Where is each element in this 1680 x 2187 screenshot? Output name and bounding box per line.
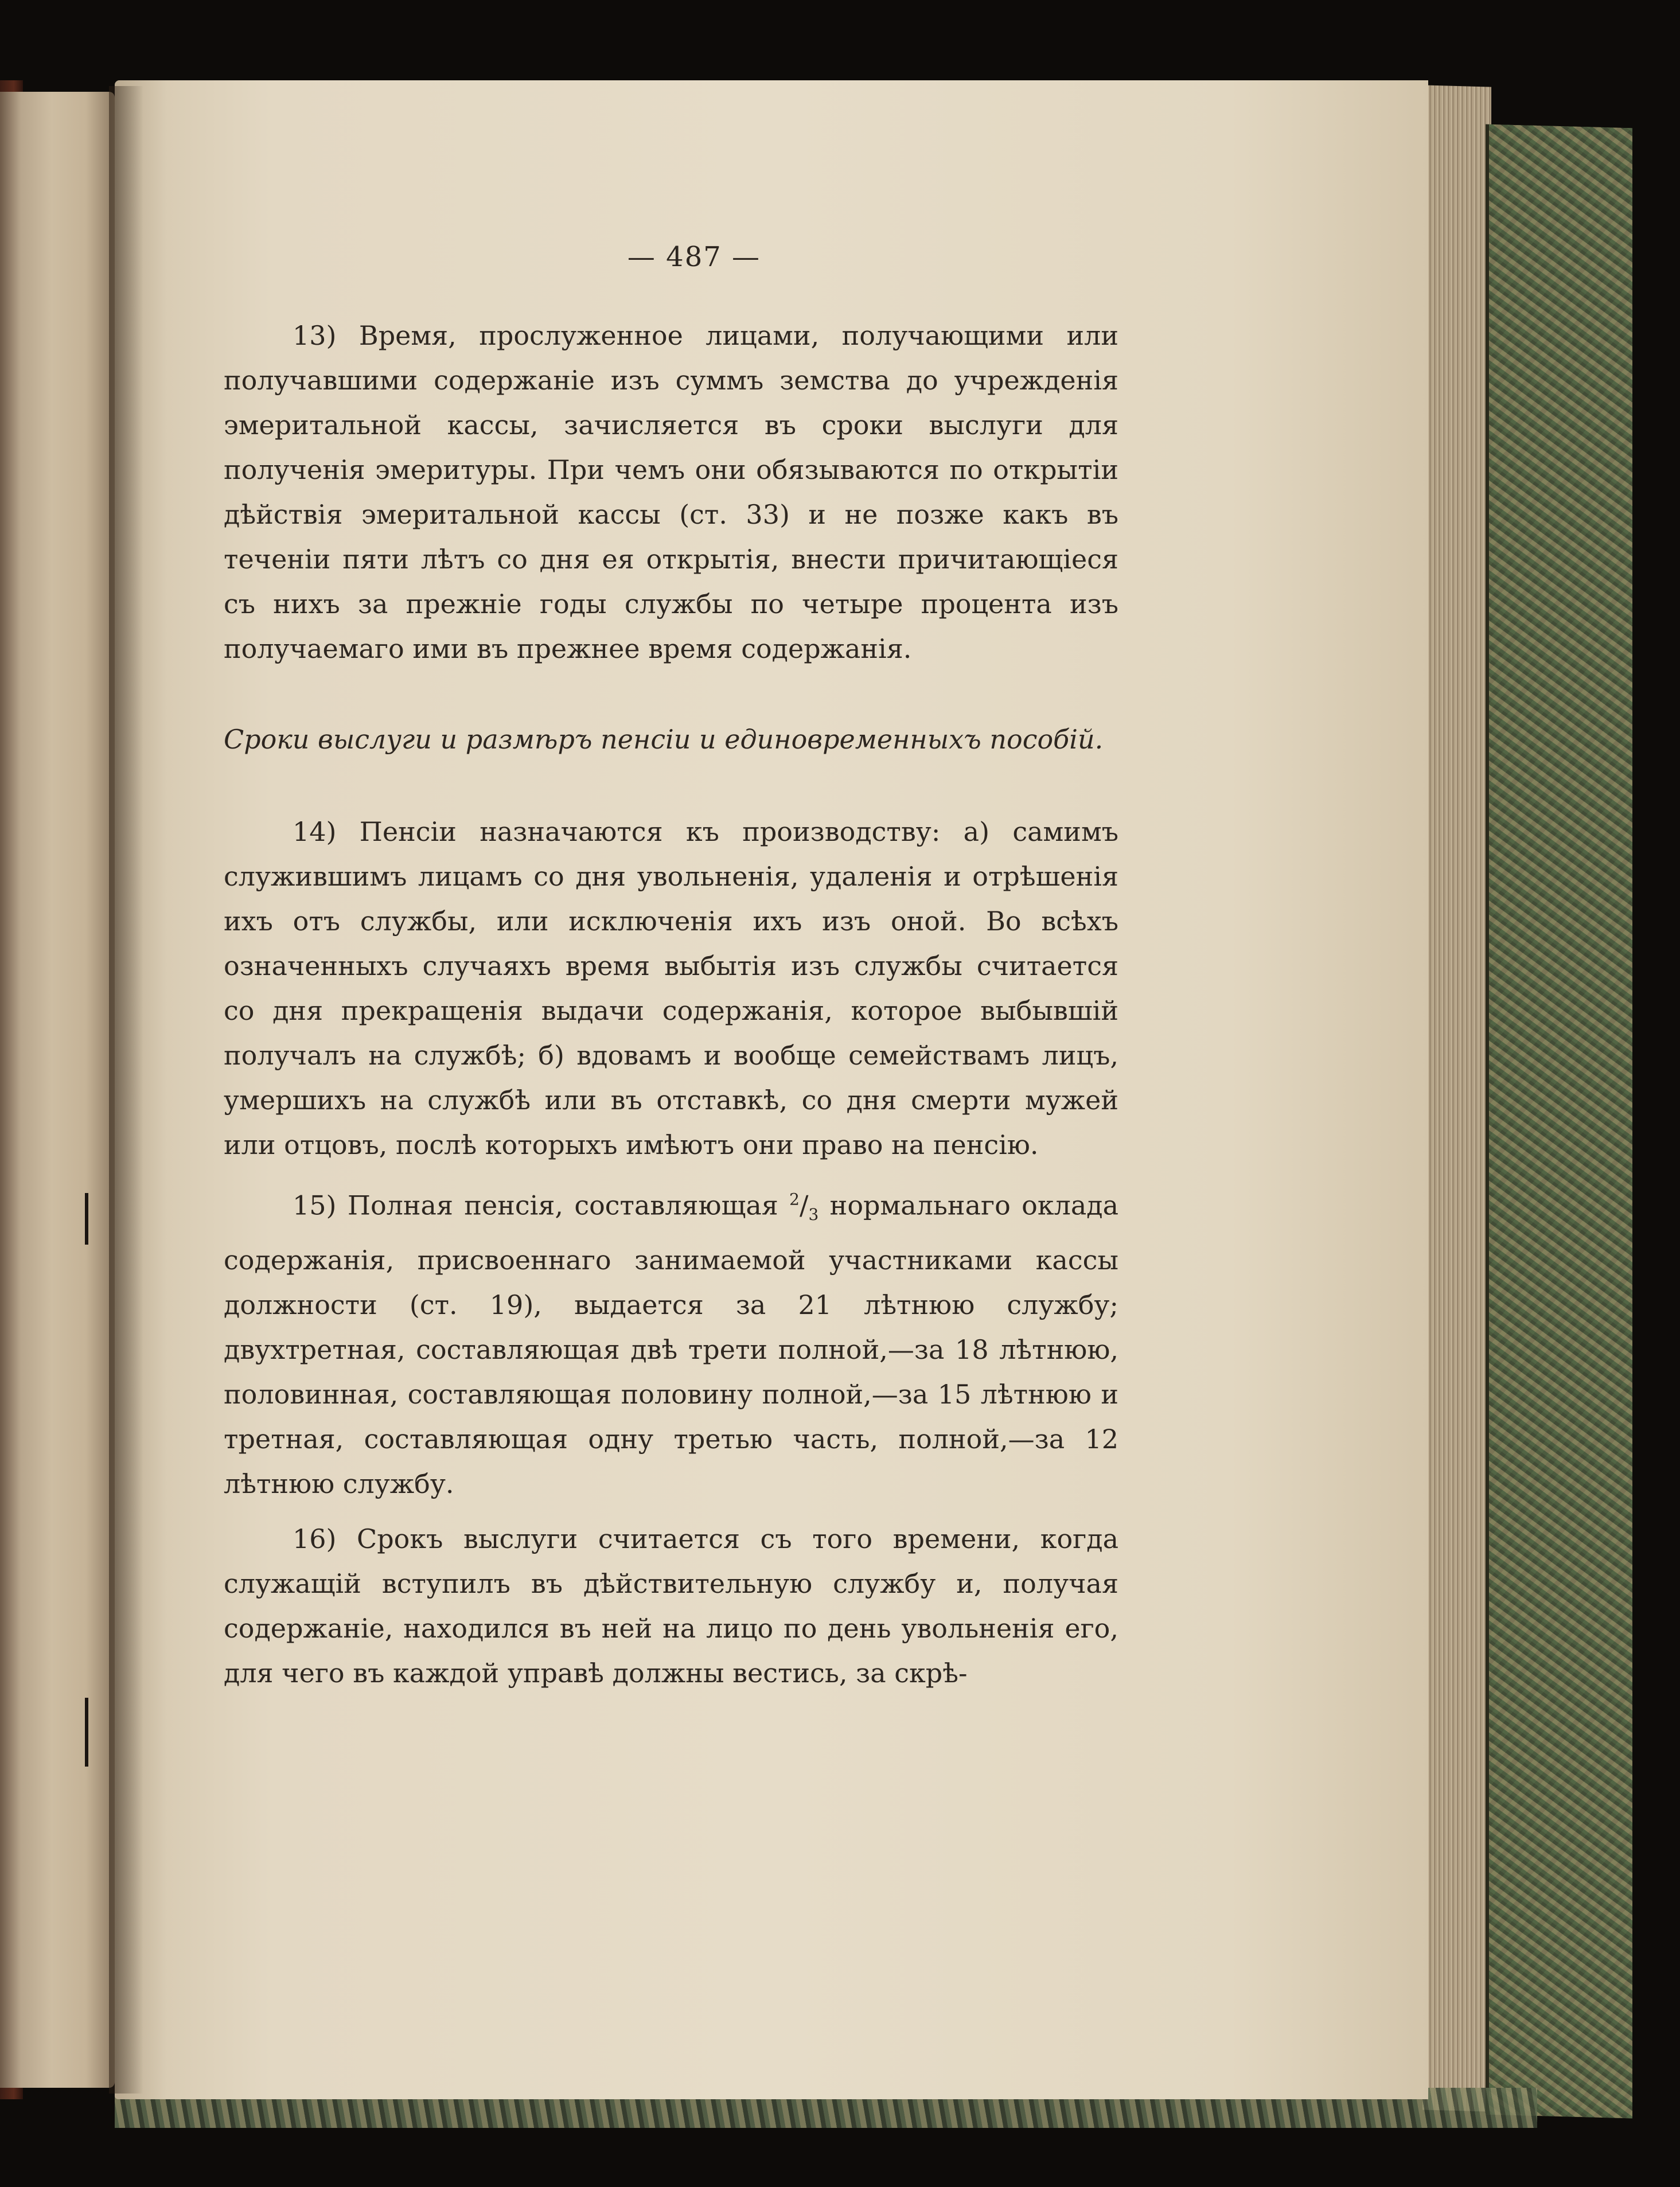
fraction-numerator: 2 bbox=[789, 1190, 800, 1209]
margin-mark-1 bbox=[85, 1193, 88, 1245]
previous-page-edge bbox=[0, 92, 115, 2088]
paragraph-15-rest: нормальнаго оклада содержанія, присвоеннаго занимаемой участниками кассы должности (ст. 19), выдается за 21 лѣтнюю службу; двухтретная, составляющая двѣ трети полной,—за 18 лѣтнюю, половинная, составляющая половину полной,—за 15 лѣтнюю и третная, составляющая одну третью часть, полной,—за 12 лѣтнюю службу. bbox=[224, 1190, 1118, 1499]
paragraph-15-start: 15) Полная пенсія, составляющая bbox=[293, 1190, 790, 1221]
fraction-denominator: 3 bbox=[808, 1205, 819, 1225]
margin-mark-2 bbox=[85, 1698, 88, 1767]
section-heading: Сроки выслуги и размѣръ пенсіи и единовременныхъ пособій. bbox=[224, 724, 1104, 755]
paragraph-14: 14) Пенсіи назначаются къ производству: а) самимъ служившимъ лицамъ со дня увольненія, удаленія и отрѣшенія ихъ отъ службы, или исключенія ихъ изъ оной. Во всѣхъ означенныхъ случаяхъ время выбытія изъ службы считается со дня прекращенія выдачи содержанія, которое выбывшій получалъ на службѣ; б) вдовамъ и вообще семействамъ лицъ, умершихъ на службѣ или въ отставкѣ, со дня смерти мужей или отцовъ, послѣ которыхъ имѣютъ они право на пенсію. bbox=[224, 816, 1118, 1160]
paragraph-16: 16) Срокъ выслуги считается съ того времени, когда служащій вступилъ въ дѣйствительную службу и, получая содержаніе, находился въ ней на лицо по день увольненія его, для чего въ каждой управѣ должны вестись, за скрѣ- bbox=[224, 1523, 1118, 1689]
page-number: — 487 — bbox=[627, 241, 761, 273]
gutter-shadow bbox=[109, 86, 143, 2094]
paragraph-13: 13) Время, прослуженное лицами, получающими или получавшими содержаніе изъ суммъ земства до учрежденія эмеритальной кассы, зачисляется въ сроки выслуги для полученія эмеритуры. При чемъ они обязываются по открытіи дѣйствія эмеритальной кассы (ст. 33) и не позже какъ въ теченіи пяти лѣтъ со дня ея открытія, внести причитающіеся съ нихъ за прежніе годы службы по четыре процента изъ получаемаго ими въ прежнее время содержанія. bbox=[224, 320, 1118, 664]
fraction-two-thirds: $^2/_3$ bbox=[789, 1190, 819, 1225]
page-block-edges bbox=[1422, 85, 1491, 2111]
page-text bbox=[224, 241, 1118, 1706]
paragraph-15 bbox=[224, 1178, 1118, 1506]
marbled-cover bbox=[1486, 124, 1632, 2119]
